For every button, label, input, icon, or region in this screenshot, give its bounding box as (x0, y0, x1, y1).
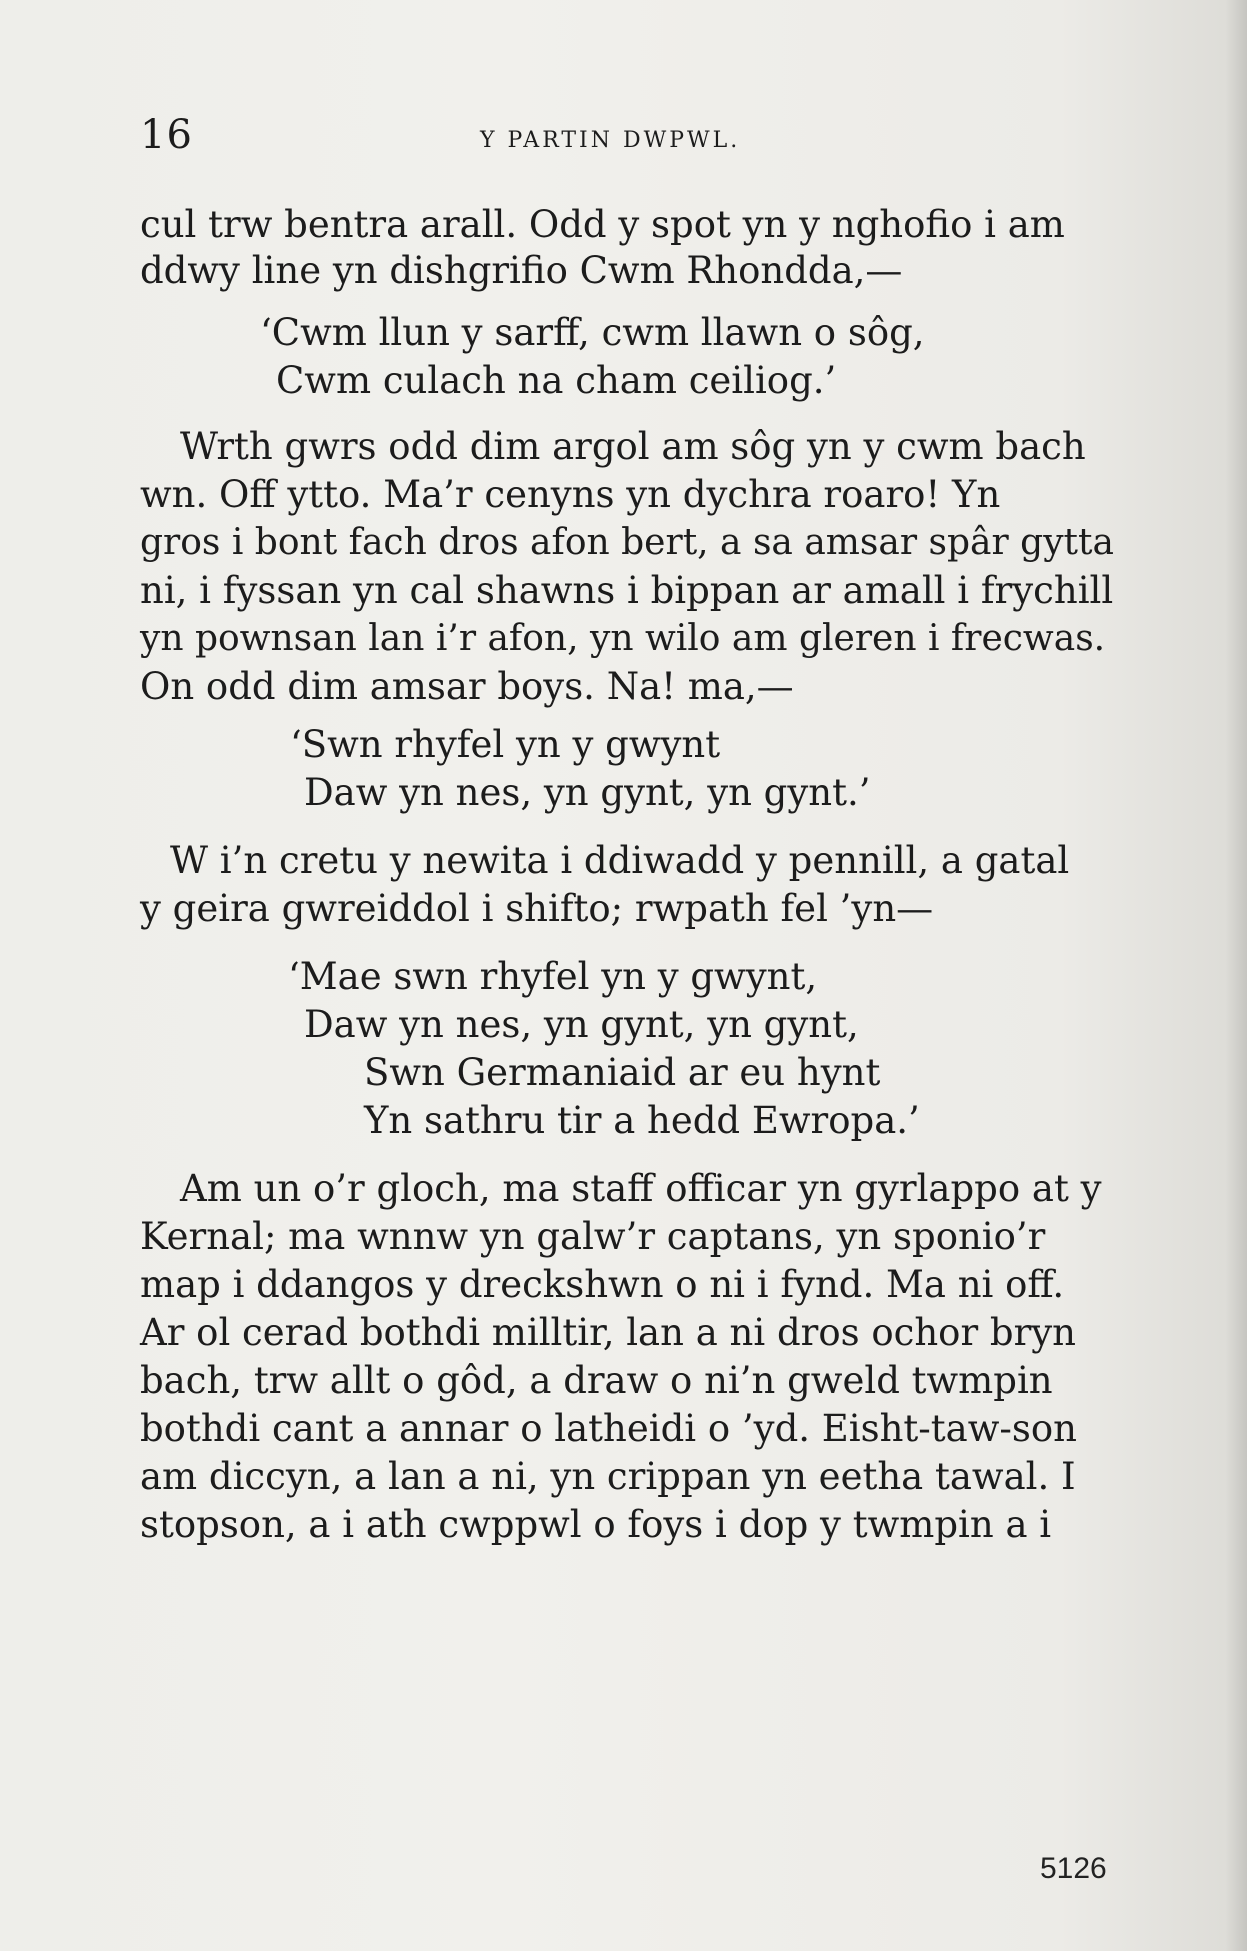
verse-line: ‘Mae swn rhyfel yn y gwynt, (288, 955, 818, 998)
page-header (140, 112, 1140, 162)
text-line: Am un o’r gloch, ma staff officar yn gyrlappo at y (180, 1167, 1102, 1210)
text-line: stopson, a i ath cwppwl o foys i dop y twmpin a i (140, 1503, 1052, 1546)
text-line: Kernal; ma wnnw yn galw’r captans, yn sponio’r (140, 1215, 1046, 1258)
text-line: am diccyn, a lan a ni, yn crippan yn eetha tawal. I (140, 1455, 1076, 1498)
text-line: Wrth gwrs odd dim argol am sôg yn y cwm bach (180, 425, 1086, 468)
verse-line: Swn Germaniaid ar eu hynt (364, 1051, 881, 1094)
text-line: yn pownsan lan i’r afon, yn wilo am gleren i frecwas. (140, 618, 1106, 659)
verse-line: Daw yn nes, yn gynt, yn gynt.’ (304, 771, 871, 814)
catalog-number: 5126 (1040, 1852, 1107, 1885)
verse-line: ‘Swn rhyfel yn y gwynt (290, 723, 721, 766)
text-line: bach, trw allt o gôd, a draw o ni’n gweld twmpin (140, 1359, 1053, 1402)
text-line: ddwy line yn dishgrifio Cwm Rhondda,— (140, 249, 903, 292)
text-line: Ar ol cerad bothdi milltir, lan a ni dros ochor bryn (140, 1311, 1077, 1354)
text-line: wn. Off ytto. Ma’r cenyns yn dychra roaro! Yn (140, 473, 1001, 516)
page-number: 16 (140, 112, 193, 158)
text-line: map i ddangos y dreckshwn o ni i fynd. Ma ni off. (140, 1263, 1065, 1306)
text-line: ni, i fyssan yn cal shawns i bippan ar amall i frychill (140, 569, 1114, 612)
text-line: bothdi cant a annar o latheidi o ’yd. Eisht-taw-son (140, 1407, 1077, 1450)
text-line: cul trw bentra arall. Odd y spot yn y nghofio i am (140, 203, 1065, 246)
verse-line: Daw yn nes, yn gynt, yn gynt, (304, 1003, 859, 1046)
page-edge-shadow (1225, 0, 1247, 1951)
text-line: y geira gwreiddol i shifto; rwpath fel ’yn— (140, 887, 934, 930)
verse-line: ‘Cwm llun y sarff, cwm llawn o sôg, (260, 311, 925, 354)
text-line: gros i bont fach dros afon bert, a sa amsar spâr gytta (140, 522, 1114, 563)
text-line: W i’n cretu y newita i ddiwadd y pennill, a gatal (170, 839, 1070, 882)
verse-line: Yn sathru tir a hedd Ewropa.’ (364, 1099, 920, 1142)
text-line: On odd dim amsar boys. Na! ma,— (140, 665, 794, 708)
verse-line: Cwm culach na cham ceiliog.’ (276, 359, 837, 402)
running-head: Y PARTIN DWPWL. (480, 128, 741, 153)
